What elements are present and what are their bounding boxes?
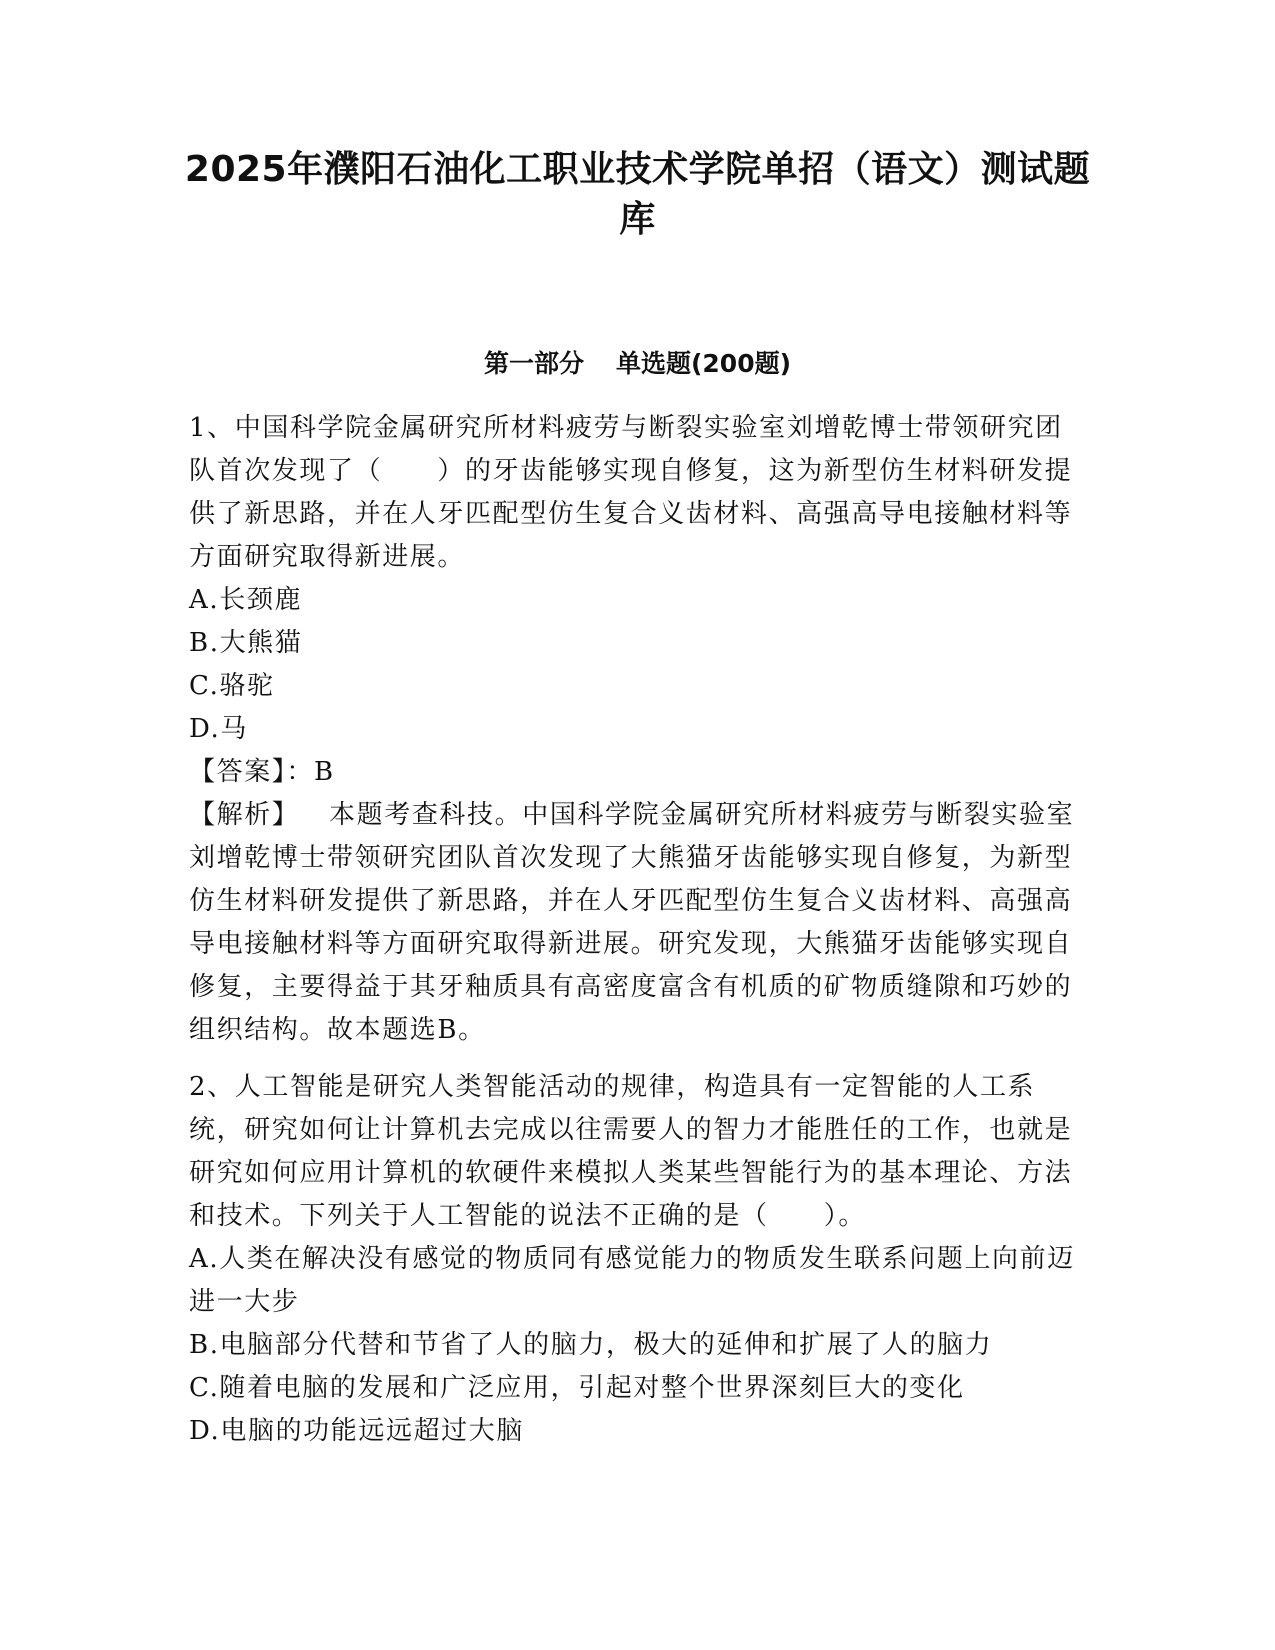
analysis-paragraph (189, 794, 1079, 1052)
answer-separator: ： (286, 757, 315, 787)
option-b: B.大熊猫 (189, 628, 303, 658)
question-list (189, 407, 1079, 1453)
question-2 (189, 1066, 1079, 1453)
analysis-text: 本题考查科技。中国科学院金属研究所材料疲劳与断裂实验室刘增乾博士带领研究团队首次发现了大熊猫牙齿能够实现自修复，为新型仿生材料研发提供了新思路，并在人牙匹配型仿生复合义齿材料、高强高导电接触材料等方面研究取得新进展。研究发现，大熊猫牙齿能够实现自修复，主要得益于其牙釉质具有高密度富含有机质的矿物质缝隙和巧妙的组织结构。故本题选B。 (189, 800, 1075, 1045)
answer-value: B (314, 757, 335, 787)
answer-line (189, 751, 1079, 794)
question-stem: 1、中国科学院金属研究所材料疲劳与断裂实验室刘增乾博士带领研究团队首次发现了（ ）的牙齿能够实现自修复，这为新型仿生材料研发提供了新思路，并在人牙匹配型仿生复合义齿材料、高强高导电接触材料等方面研究取得新进展。 (189, 413, 1073, 572)
document-title: 2025年濮阳石油化工职业技术学院单招（语文）测试题库 (184, 149, 1091, 240)
section-heading (180, 346, 1095, 382)
answer-label: 【答案】 (189, 757, 287, 787)
analysis-label: 【解析】 (189, 800, 300, 830)
question-1 (189, 407, 1079, 1052)
option-d: D.电脑的功能远远超过大脑 (189, 1416, 524, 1446)
option-a: A.人类在解决没有感觉的物质同有感觉能力的物质发生联系问题上向前迈进一大步 (189, 1244, 1075, 1317)
option-d: D.马 (189, 714, 248, 744)
option-b: B.电脑部分代替和节省了人的脑力，极大的延伸和扩展了人的脑力 (189, 1330, 993, 1360)
option-a: A.长颈鹿 (189, 585, 303, 615)
option-c: C.随着电脑的发展和广泛应用，引起对整个世界深刻巨大的变化 (189, 1373, 965, 1403)
section-name: 单选题(200题) (615, 349, 792, 378)
option-c: C.骆驼 (189, 671, 275, 701)
question-stem: 2、人工智能是研究人类智能活动的规律，构造具有一定智能的人工系统，研究如何让计算机去完成以往需要人的智力才能胜任的工作，也就是研究如何应用计算机的软硬件来模拟人类某些智能行为的基本理论、方法和技术。下列关于人工智能的说法不正确的是（ ）。 (189, 1072, 1073, 1231)
section-part: 第一部分 (483, 349, 584, 378)
